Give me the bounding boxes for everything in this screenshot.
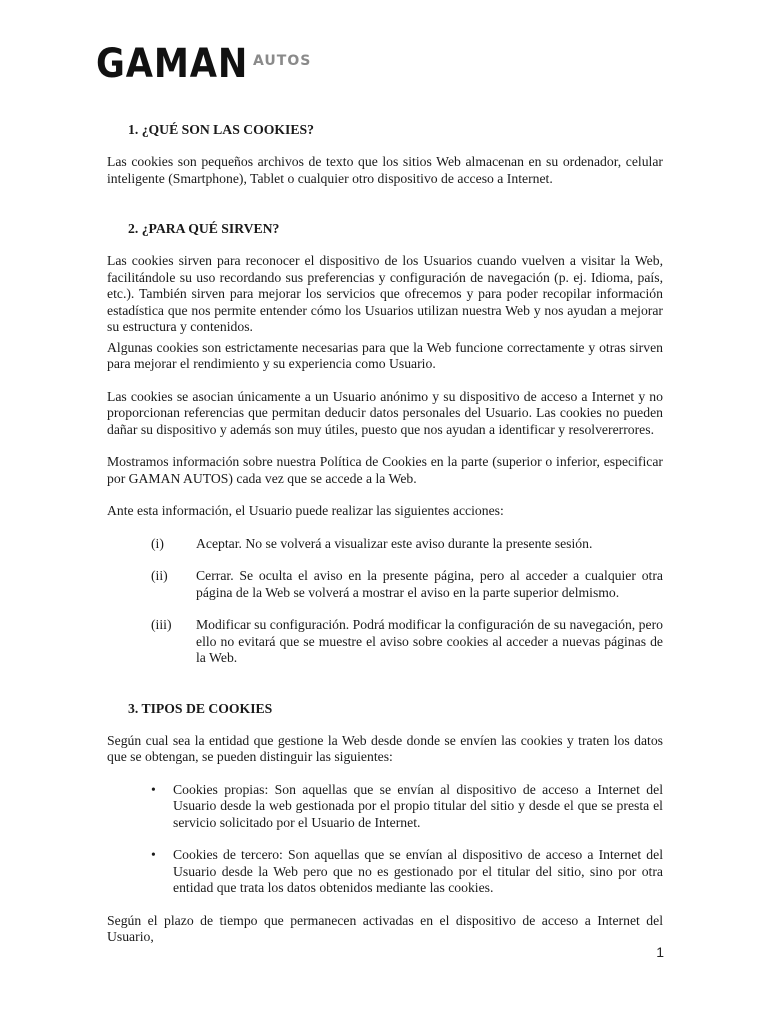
bullet-item [151, 782, 663, 832]
list-item [151, 536, 663, 553]
page-number: 1 [656, 944, 664, 960]
bullet-marker: • [151, 847, 156, 862]
section-1-heading: 1. ¿QUÉ SON LAS COOKIES? [128, 122, 314, 137]
bullet-item [151, 847, 663, 897]
section-2-heading: 2. ¿PARA QUÉ SIRVEN? [128, 221, 280, 236]
section-1-paragraph: Las cookies son pequeños archivos de texto que los sitios Web almacenan en su ordenador, celular inteligente (Smartphone), Tablet o cualquier otro dispositivo de acceso a Internet. [107, 154, 663, 186]
brand-logo [96, 41, 312, 87]
section-2-paragraph-1: Las cookies sirven para reconocer el dispositivo de los Usuarios cuando vuelven a visitar la Web, facilitándole su uso recordando sus preferencias y configuración de navegación (p. ej. Idioma, país, etc.). También sirven para mejorar los servicios que ofrecemos y para poder recopilar información estadística que nos permite entender cómo los Usuarios utilizan nuestra Web y nos ayudan a mejorar su estructura y contenidos. [107, 253, 663, 334]
list-item [151, 617, 663, 667]
section-2-paragraph-3: Las cookies se asocian únicamente a un Usuario anónimo y su dispositivo de acceso a Internet y no proporcionan referencias que permitan deducir datos personales del Usuario. Las cookies no pueden dañar su dispositivo y además son muy útiles, puesto que nos ayudan a identificar y resolvererrores. [107, 388, 663, 437]
section-3-heading: 3. TIPOS DE COOKIES [128, 700, 273, 716]
section-2-paragraph-5: Ante esta información, el Usuario puede realizar las siguientes acciones: [107, 503, 504, 518]
bullet-text: Cookies propias: Son aquellas que se envían al dispositivo de acceso a Internet del Usuario desde la web gestionada por el propio titular del sitio y desde el que se presta el servicio solicitado por el Usuario de Internet. [173, 781, 663, 830]
list-item-text: Cerrar. Se oculta el aviso en la presente página, pero al acceder a cualquier otra página de la Web se volverá a mostrar el aviso en la parte superior delmismo. [196, 568, 663, 600]
section-2-paragraph-4: Mostramos información sobre nuestra Política de Cookies en la parte (superior o inferior, especificar por GAMAN AUTOS) cada vez que se accede a la Web. [107, 454, 663, 486]
document-body [107, 121, 663, 946]
logo-brand: GAMAN [96, 41, 249, 87]
list-item-number: (i) [151, 535, 164, 551]
list-item-text: Aceptar. No se volverá a visualizar este aviso durante la presente sesión. [196, 535, 593, 551]
bullet-marker: • [151, 781, 156, 797]
section-3-paragraph-1: Según cual sea la entidad que gestione la Web desde donde se envíen las cookies y traten los datos que se obtengan, se pueden distinguir las siguientes: [107, 732, 663, 764]
list-item-number: (iii) [151, 617, 172, 632]
logo-sub: AUTOS [253, 53, 312, 69]
section-3-paragraph-2: Según el plazo de tiempo que permanecen activadas en el dispositivo de acceso a Internet del Usuario, [107, 912, 663, 944]
list-item-text: Modificar su configuración. Podrá modificar la configuración de su navegación, pero ello no evitará que se muestre el aviso sobre cookies al acceder a nuevas páginas de la Web. [196, 617, 663, 665]
list-item-number: (ii) [151, 568, 168, 583]
bullet-text: Cookies de tercero: Son aquellas que se envían al dispositivo de acceso a Internet del Usuario desde la Web pero que no es gestionado por el titular del sitio, sino por otra entidad que trata los datos obtenidos mediante las cookies. [173, 847, 663, 895]
list-item [151, 568, 663, 601]
section-2-paragraph-2: Algunas cookies son estrictamente necesarias para que la Web funcione correctamente y otras sirven para mejorar el rendimiento y su experiencia como Usuario. [107, 339, 663, 371]
